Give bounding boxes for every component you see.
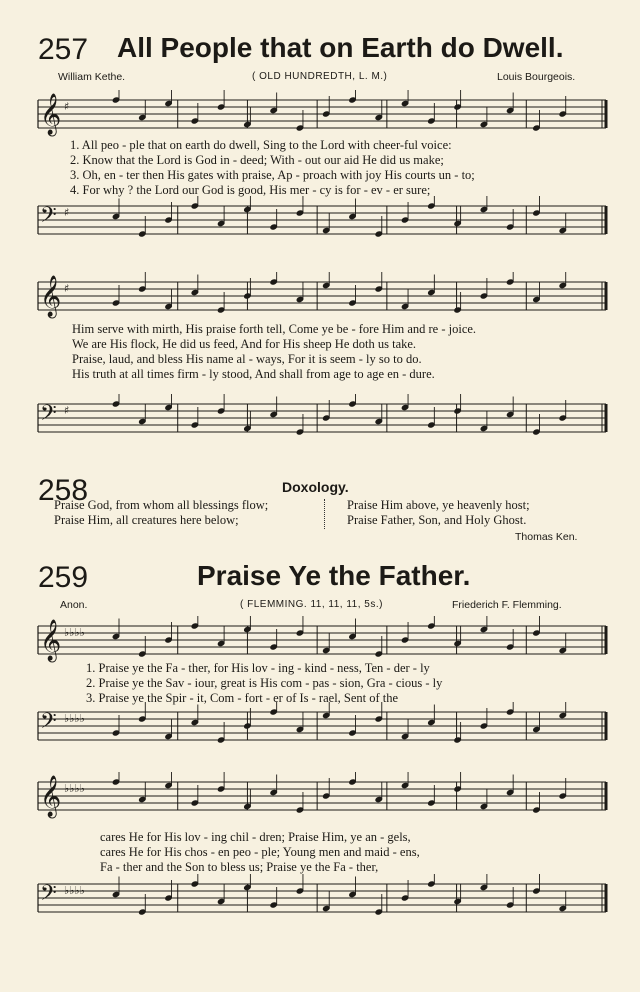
doxology-line: Praise Him, all creatures here below;	[54, 513, 239, 527]
treble-clef-icon: 𝄞	[40, 276, 62, 317]
author-credit: William Kethe.	[58, 71, 126, 83]
sharp-icon: ♯	[64, 206, 70, 219]
sharp-icon: ♯	[64, 282, 70, 295]
sharp-icon: ♯	[64, 404, 70, 417]
hymn-number: 258	[38, 474, 89, 507]
music-staff-bass	[0, 394, 640, 454]
doxology-line: Praise God, from whom all blessings flow;	[54, 498, 269, 512]
bass-clef-icon: 𝄢	[40, 203, 57, 233]
verse-line: 1. All peo - ple that on earth do dwell, Sing to the Lord with cheer-ful voice:	[70, 138, 452, 152]
verse-line: 3. Oh, en - ter then His gates with praise, Ap - proach with joy His courts un - to;	[70, 168, 475, 182]
doxology-right-column	[347, 498, 530, 528]
music-staff-treble	[0, 772, 640, 832]
flat-icon: ♭♭♭♭	[64, 712, 85, 725]
bass-clef-icon: 𝄢	[40, 881, 57, 911]
doxology-line: Praise Father, Son, and Holy Ghost.	[347, 513, 527, 527]
verse-line: 1. Praise ye the Fa - ther, for His lov - ing - kind - ness, Ten - der - ly	[86, 661, 430, 675]
hymn-title: Praise Ye the Father.	[197, 560, 471, 591]
tune-name: ( OLD HUNDREDTH, L. M.)	[252, 71, 388, 82]
composer-credit: Friederich F. Flemming.	[452, 599, 562, 611]
doxology-line: Praise Him above, ye heavenly host;	[347, 498, 530, 512]
composer-credit: Louis Bourgeois.	[497, 71, 576, 83]
verse-block	[86, 661, 442, 706]
verse-line: cares He for His chos - en peo - ple; Young men and maid - ens,	[100, 845, 420, 859]
verse-line: Praise, laud, and bless His name al - ways, For it is seem - ly so to do.	[72, 352, 422, 366]
hymn-number: 259	[38, 561, 89, 594]
verse-line: We are His flock, He did us feed, And for His sheep He doth us take.	[72, 337, 417, 351]
bass-clef-icon: 𝄢	[40, 709, 57, 739]
verse-block	[72, 322, 476, 382]
hymn-title: All People that on Earth do Dwell.	[117, 32, 564, 63]
verse-line: 3. Praise ye the Spir - it, Com - fort - er of Is - rael, Sent of the	[86, 691, 399, 705]
doxology-left-column	[54, 498, 268, 528]
column-divider	[324, 499, 325, 529]
music-staff-bass	[0, 196, 640, 256]
treble-clef-icon: 𝄞	[40, 94, 62, 135]
verse-line: His truth at all times firm - ly stood, And shall from age to age en - dure.	[72, 367, 435, 381]
verse-block	[70, 138, 475, 198]
sharp-icon: ♯	[64, 100, 70, 113]
hymn-title: Doxology.	[282, 479, 349, 495]
treble-clef-icon: 𝄞	[40, 776, 62, 817]
flat-icon: ♭♭♭♭	[64, 782, 85, 795]
music-staff-bass	[0, 702, 640, 762]
music-staff-bass	[0, 874, 640, 934]
verse-line: 4. For why ? the Lord our God is good, His mer - cy is for - ev - er sure;	[70, 183, 431, 197]
author-credit: Thomas Ken.	[515, 531, 578, 543]
hymn-number: 257	[38, 33, 89, 66]
verse-line: Him serve with mirth, His praise forth tell, Come ye be - fore Him and re - joice.	[72, 322, 477, 336]
treble-clef-icon: 𝄞	[40, 620, 62, 661]
author-credit: Anon.	[60, 599, 88, 611]
verse-line: Fa - ther and the Son to bless us; Praise ye the Fa - ther,	[100, 860, 379, 874]
bass-clef-icon: 𝄢	[40, 401, 57, 431]
verse-line: cares He for His lov - ing chil - dren; Praise Him, ye an - gels,	[100, 830, 411, 844]
flat-icon: ♭♭♭♭	[64, 626, 85, 639]
flat-icon: ♭♭♭♭	[64, 884, 85, 897]
verse-block	[100, 830, 420, 875]
tune-name: ( FLEMMING. 11, 11, 11, 5s.)	[240, 599, 383, 610]
verse-line: 2. Know that the Lord is God in - deed; With - out our aid He did us make;	[70, 153, 444, 167]
verse-line: 2. Praise ye the Sav - iour, great is His com - pas - sion, Gra - cious - ly	[86, 676, 443, 690]
